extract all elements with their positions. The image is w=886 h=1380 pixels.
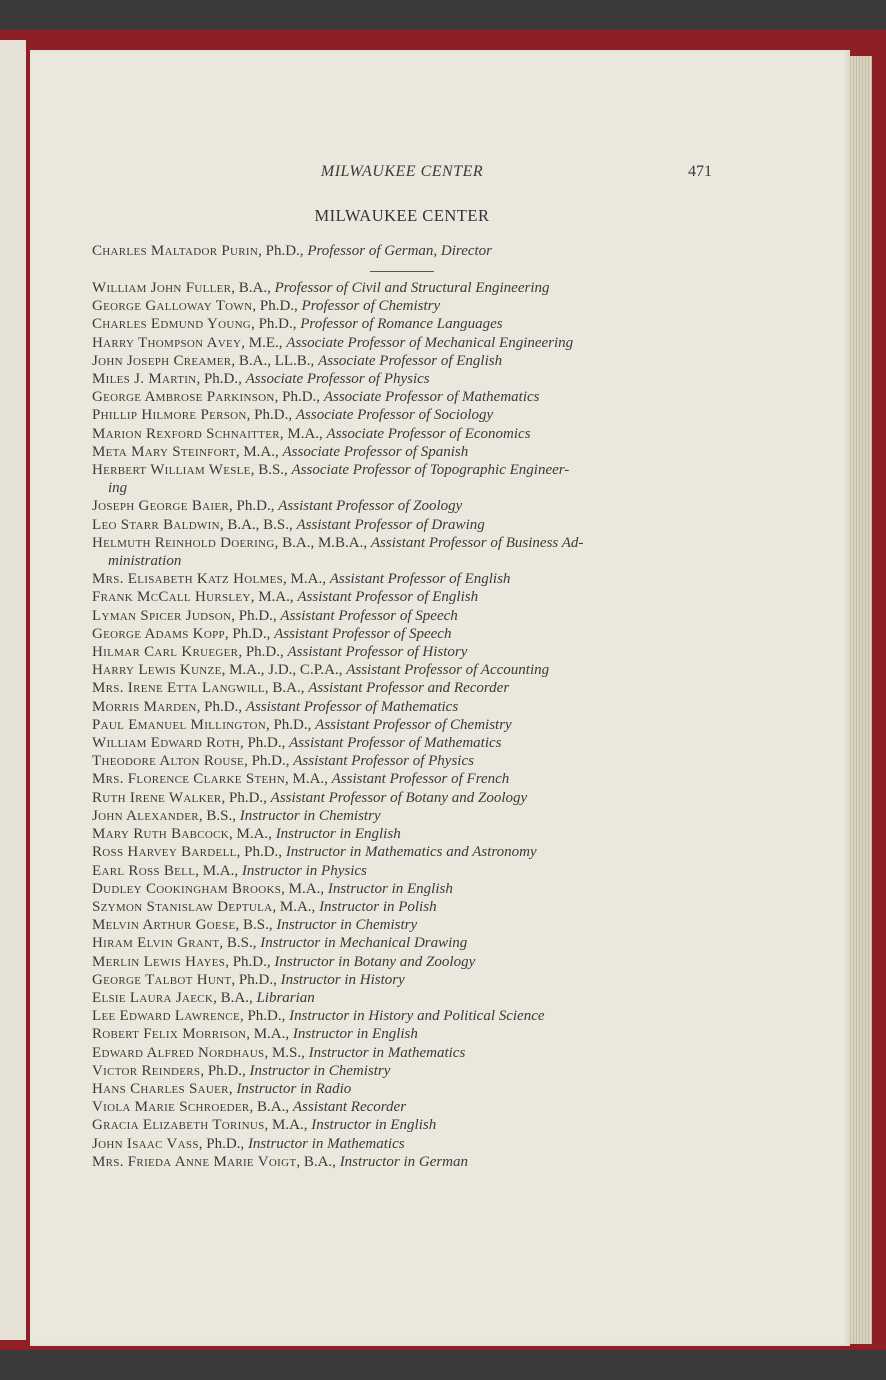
staff-title: Professor of Chemistry — [301, 298, 441, 315]
staff-title: Assistant Professor of Accounting — [346, 662, 550, 679]
staff-name: Charles Edmund Young — [92, 316, 252, 333]
staff-name: Melvin Arthur Goese — [92, 917, 236, 934]
staff-entry — [92, 679, 732, 697]
staff-degrees: , M.A., — [195, 862, 242, 879]
staff-name: William Edward Roth — [92, 735, 240, 752]
staff-title: Instructor in Mechanical Drawing — [260, 935, 468, 952]
staff-title: Assistant Professor of History — [287, 644, 468, 661]
staff-name: Harry Thompson Avey — [92, 334, 242, 351]
staff-list — [92, 279, 732, 1171]
staff-entry — [92, 534, 732, 570]
staff-title: Instructor in English — [311, 1117, 437, 1134]
staff-entry — [92, 734, 732, 752]
staff-title: Instructor in Radio — [236, 1080, 352, 1097]
staff-entry — [92, 370, 732, 388]
staff-name: George Talbot Hunt — [92, 971, 232, 988]
staff-degrees: , Ph.D., — [231, 971, 281, 988]
staff-name: Frank McCall Hursley — [92, 589, 251, 606]
staff-entry — [92, 1044, 732, 1062]
staff-degrees: , B.A., — [249, 1099, 293, 1116]
staff-name: Viola Marie Schroeder — [92, 1099, 250, 1116]
staff-name: Merlin Lewis Hayes — [92, 953, 226, 970]
staff-title: Instructor in History and Political Science — [289, 1008, 545, 1025]
staff-degrees: , B.A., — [264, 680, 309, 697]
director-title: Professor of German, Director — [307, 243, 493, 259]
staff-name: Lyman Spicer Judson — [92, 607, 232, 624]
staff-title: Assistant Professor of Speech — [280, 607, 458, 624]
staff-title: Assistant Professor and Recorder — [308, 680, 510, 697]
staff-name: Herbert William Wesle — [92, 462, 251, 479]
staff-degrees: , — [228, 1080, 237, 1097]
page-number: 471 — [688, 163, 712, 180]
staff-entry — [92, 588, 732, 606]
staff-title: Associate Professor of Physics — [245, 371, 430, 388]
staff-entry — [92, 1116, 732, 1134]
staff-degrees: , B.A., B.S., — [219, 516, 297, 533]
staff-degrees: , M.E., — [241, 334, 287, 351]
staff-entry — [92, 516, 732, 534]
director-entry — [92, 243, 732, 260]
staff-entry — [92, 643, 732, 661]
staff-entry — [92, 425, 732, 443]
staff-degrees: , Ph.D., — [239, 1008, 290, 1025]
staff-title-continuation: ministration — [108, 553, 182, 570]
staff-degrees: , M.S., — [264, 1044, 309, 1061]
staff-name: Harry Lewis Kunze — [92, 662, 222, 679]
staff-entry — [92, 1098, 732, 1116]
staff-degrees: , M.A., — [250, 589, 298, 606]
staff-entry — [92, 297, 732, 315]
staff-entry — [92, 497, 732, 515]
staff-degrees: , Ph.D., — [252, 298, 302, 315]
staff-title: Instructor in Polish — [319, 898, 437, 915]
staff-title: Instructor in Botany and Zoology — [274, 953, 476, 970]
staff-entry — [92, 1007, 732, 1025]
running-header — [92, 163, 712, 187]
staff-name: Hans Charles Sauer — [92, 1080, 229, 1097]
staff-degrees: , M.A., — [235, 443, 283, 460]
staff-entry — [92, 989, 732, 1007]
page-edges — [848, 56, 872, 1344]
staff-entry — [92, 698, 732, 716]
staff-title: Associate Professor of Economics — [326, 425, 531, 442]
staff-name: John Isaac Vass — [92, 1135, 199, 1152]
running-title: MILWAUKEE CENTER — [320, 163, 484, 180]
staff-degrees: , M.A., — [283, 571, 330, 588]
staff-degrees: , Ph.D., — [221, 789, 271, 806]
staff-name: John Joseph Creamer — [92, 352, 232, 369]
staff-title: Associate Professor of Mechanical Engineering — [286, 334, 574, 351]
staff-degrees: , B.A., — [231, 280, 275, 296]
staff-name: Phillip Hilmore Person — [92, 407, 247, 424]
staff-name: George Ambrose Parkinson — [92, 389, 275, 406]
staff-title: Associate Professor of Topographic Engineer- — [291, 462, 570, 479]
staff-degrees: , Ph.D., — [238, 644, 288, 661]
staff-entry — [92, 607, 732, 625]
staff-name: Mrs. Irene Etta Langwill — [92, 680, 265, 697]
staff-name: Leo Starr Baldwin — [92, 516, 220, 533]
staff-name: Earl Ross Bell — [92, 862, 196, 879]
staff-name: Theodore Alton Rouse — [92, 753, 245, 770]
staff-entry — [92, 315, 732, 333]
staff-title: Assistant Professor of English — [329, 571, 511, 588]
staff-name: Gracia Elizabeth Torinus — [92, 1117, 265, 1134]
staff-entry — [92, 843, 732, 861]
staff-name: Szymon Stanislaw Deptula — [92, 898, 273, 915]
staff-entry — [92, 1135, 732, 1153]
director-degrees: , Ph.D., — [258, 243, 308, 259]
staff-title: Assistant Professor of Physics — [293, 753, 474, 770]
staff-degrees: , Ph.D., — [236, 844, 286, 861]
staff-title: Instructor in English — [292, 1026, 418, 1043]
staff-entry — [92, 406, 732, 424]
staff-title-continuation: ing — [108, 480, 128, 497]
staff-name: Hilmar Carl Krueger — [92, 644, 239, 661]
staff-entry — [92, 334, 732, 352]
staff-name: Mrs. Florence Clarke Stehn — [92, 771, 285, 788]
staff-degrees: , Ph.D., — [229, 498, 279, 515]
staff-entry — [92, 862, 732, 880]
staff-degrees: , Ph.D., — [244, 753, 294, 770]
staff-title: Professor of Civil and Structural Engineering — [274, 280, 550, 296]
staff-title: Assistant Professor of French — [331, 771, 510, 788]
staff-title: Assistant Professor of Business Ad- — [370, 534, 584, 551]
staff-title: Librarian — [256, 989, 315, 1006]
staff-title: Associate Professor of Spanish — [282, 443, 469, 460]
staff-entry — [92, 1153, 732, 1171]
staff-degrees: , M.A., J.D., C.P.A., — [221, 662, 347, 679]
staff-title: Instructor in Mathematics — [247, 1135, 405, 1152]
staff-name: Marion Rexford Schnaitter — [92, 425, 280, 442]
staff-entry — [92, 898, 732, 916]
staff-title: Associate Professor of Mathematics — [323, 389, 540, 406]
staff-name: Hiram Elvin Grant — [92, 935, 220, 952]
staff-entry — [92, 880, 732, 898]
staff-entry — [92, 279, 732, 297]
staff-name: Miles J. Martin — [92, 371, 197, 388]
staff-title: Associate Professor of Sociology — [295, 407, 494, 424]
section-title: MILWAUKEE CENTER — [314, 206, 490, 225]
staff-name: George Galloway Town — [92, 298, 253, 315]
staff-degrees: , Ph.D., — [200, 1062, 250, 1079]
staff-entry — [92, 661, 732, 679]
staff-entry — [92, 1062, 732, 1080]
staff-name: Mrs. Frieda Anne Marie Voigt — [92, 1153, 297, 1170]
staff-degrees: , B.A., M.B.A., — [274, 534, 371, 551]
staff-degrees: , Ph.D., — [196, 371, 246, 388]
previous-page-edge — [0, 40, 26, 1340]
staff-degrees: , M.A., — [264, 1117, 312, 1134]
staff-entry — [92, 716, 732, 734]
staff-title: Instructor in English — [327, 880, 453, 897]
staff-entry — [92, 953, 732, 971]
staff-name: William John Fuller — [92, 280, 232, 296]
staff-title: Assistant Professor of English — [297, 589, 479, 606]
staff-entry — [92, 807, 732, 825]
staff-degrees: , Ph.D., — [225, 953, 275, 970]
staff-entry — [92, 971, 732, 989]
staff-name: Ruth Irene Walker — [92, 789, 222, 806]
staff-degrees: , M.A., — [281, 880, 328, 897]
staff-name: Elsie Laura Jaeck — [92, 989, 214, 1006]
staff-degrees: , B.S., — [219, 935, 261, 952]
staff-entry — [92, 352, 732, 370]
staff-degrees: , Ph.D., — [196, 698, 246, 715]
director-name: Charles Maltador Purin — [92, 243, 259, 259]
staff-degrees: , M.A., — [285, 771, 332, 788]
staff-entry — [92, 443, 732, 461]
staff-name: Dudley Cookingham Brooks — [92, 880, 282, 897]
staff-title: Instructor in Mathematics and Astronomy — [285, 844, 537, 861]
staff-degrees: , Ph.D., — [224, 625, 275, 642]
staff-title: Instructor in English — [275, 826, 401, 843]
staff-degrees: , M.A., — [229, 826, 276, 843]
staff-title: Assistant Professor of Speech — [274, 625, 452, 642]
staff-title: Assistant Recorder — [292, 1099, 407, 1116]
staff-name: George Adams Kopp — [92, 625, 225, 642]
staff-entry — [92, 916, 732, 934]
staff-title: Instructor in German — [339, 1153, 469, 1170]
staff-name: Victor Reinders — [92, 1062, 201, 1079]
divider-rule — [370, 271, 434, 272]
staff-degrees: , B.S., — [235, 917, 277, 934]
staff-degrees: , M.A., — [246, 1026, 293, 1043]
staff-degrees: , M.A., — [279, 425, 327, 442]
staff-title: Instructor in Chemistry — [276, 917, 418, 934]
staff-title: Instructor in Physics — [241, 862, 367, 879]
staff-name: Joseph George Baier — [92, 498, 230, 515]
staff-title: Assistant Professor of Drawing — [296, 516, 485, 533]
staff-name: Helmuth Reinhold Doering — [92, 534, 275, 551]
staff-degrees: , Ph.D., — [231, 607, 281, 624]
staff-name: Lee Edward Lawrence — [92, 1008, 240, 1025]
staff-entry — [92, 625, 732, 643]
staff-name: Robert Felix Morrison — [92, 1026, 247, 1043]
staff-title: Assistant Professor of Mathematics — [289, 735, 502, 752]
staff-name: John Alexander — [92, 807, 199, 824]
staff-name: Meta Mary Steinfort — [92, 443, 236, 460]
staff-name: Edward Alfred Nordhaus — [92, 1044, 265, 1061]
staff-entry — [92, 1080, 732, 1098]
staff-degrees: , B.S., — [198, 807, 240, 824]
staff-title: Associate Professor of English — [318, 352, 503, 369]
staff-entry — [92, 789, 732, 807]
staff-entry — [92, 752, 732, 770]
staff-degrees: , Ph.D., — [251, 316, 301, 333]
staff-degrees: , B.A., — [213, 989, 257, 1006]
staff-title: Instructor in History — [280, 971, 405, 988]
staff-title: Assistant Professor of Botany and Zoology — [270, 789, 528, 806]
staff-name: Paul Emanuel Millington — [92, 716, 266, 733]
staff-degrees: , B.S., — [250, 462, 292, 479]
staff-entry — [92, 388, 732, 406]
staff-entry — [92, 461, 732, 497]
staff-title: Assistant Professor of Mathematics — [245, 698, 459, 715]
staff-name: Mary Ruth Babcock — [92, 826, 230, 843]
staff-name: Morris Marden — [92, 698, 197, 715]
staff-degrees: , Ph.D., — [246, 407, 296, 424]
staff-title: Professor of Romance Languages — [300, 316, 503, 333]
staff-title: Assistant Professor of Chemistry — [315, 716, 512, 733]
staff-degrees: , Ph.D., — [265, 716, 316, 733]
staff-title: Instructor in Chemistry — [249, 1062, 391, 1079]
staff-name: Ross Harvey Bardell — [92, 844, 237, 861]
staff-entry — [92, 1025, 732, 1043]
staff-entry — [92, 770, 732, 788]
staff-degrees: , B.A., — [296, 1153, 340, 1170]
staff-title: Assistant Professor of Zoology — [278, 498, 463, 515]
staff-title: Instructor in Mathematics — [308, 1044, 466, 1061]
staff-title: Instructor in Chemistry — [239, 807, 381, 824]
staff-entry — [92, 934, 732, 952]
staff-degrees: , Ph.D., — [274, 389, 324, 406]
staff-degrees: , Ph.D., — [239, 735, 290, 752]
staff-name: Mrs. Elisabeth Katz Holmes — [92, 571, 284, 588]
staff-entry — [92, 570, 732, 588]
staff-degrees: , Ph.D., — [198, 1135, 248, 1152]
staff-degrees: , B.A., LL.B., — [231, 352, 319, 369]
staff-entry — [92, 825, 732, 843]
staff-degrees: , M.A., — [272, 898, 320, 915]
